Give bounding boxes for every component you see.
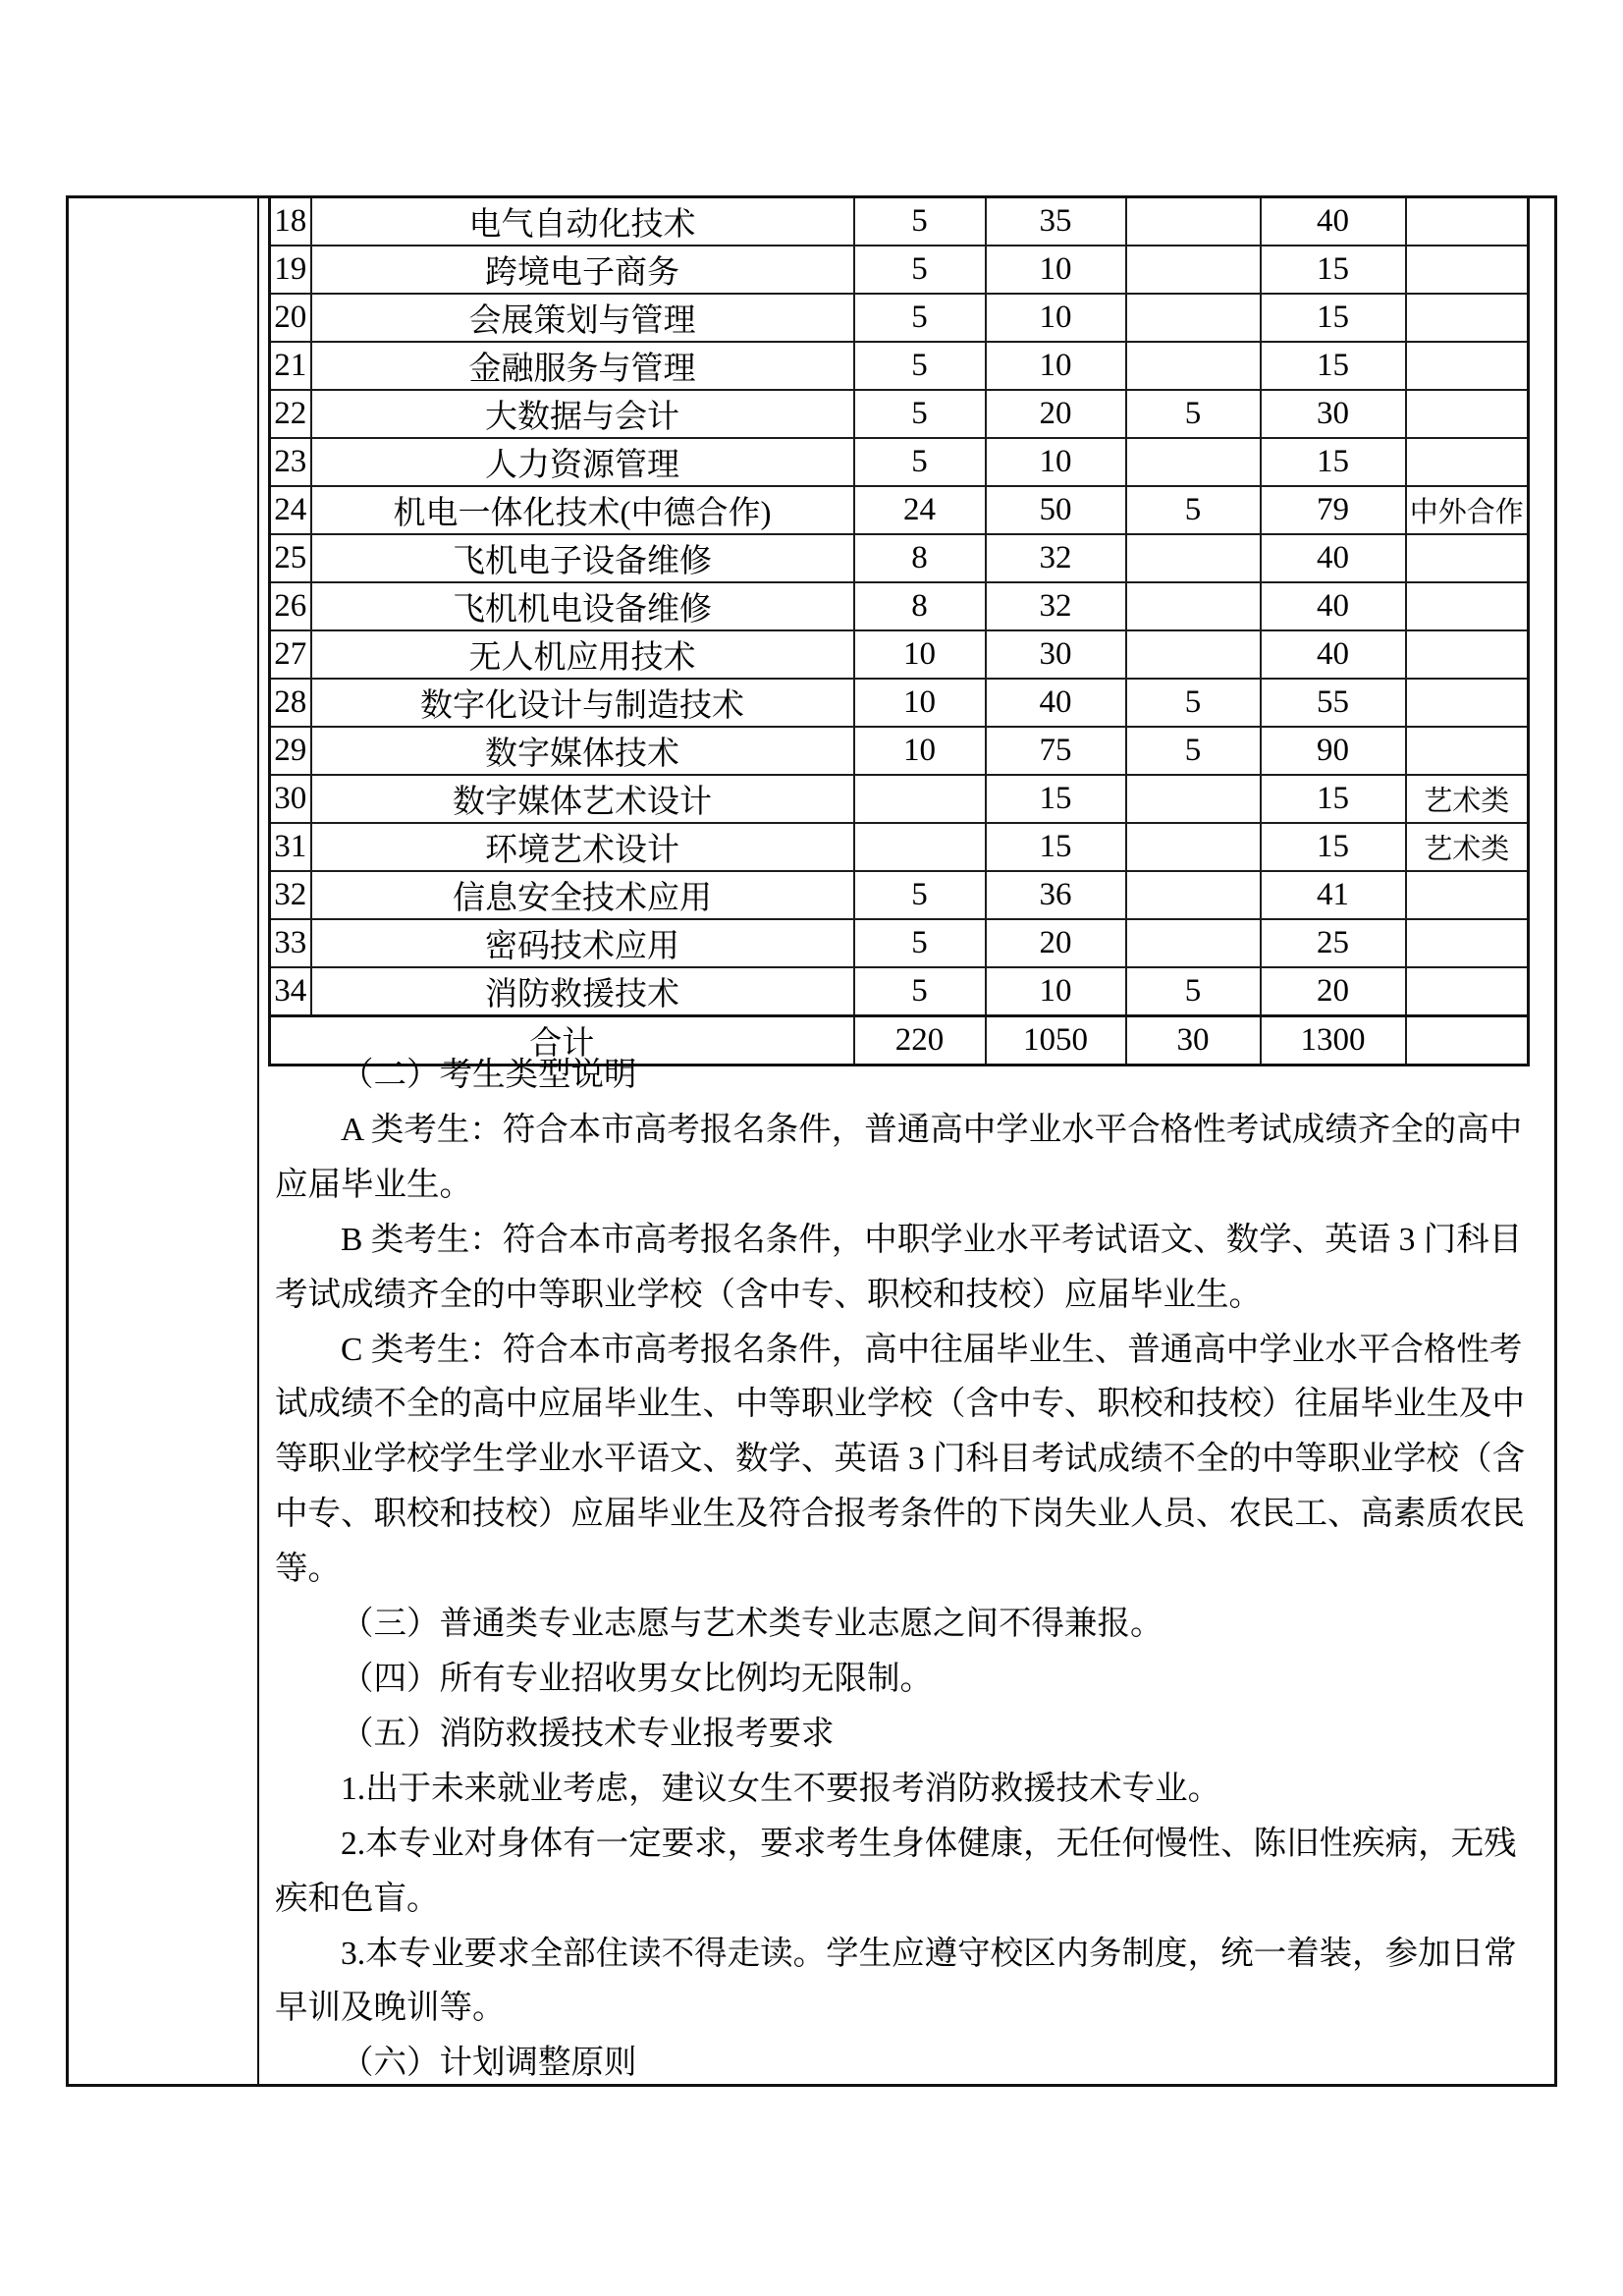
- table-cell: [1126, 775, 1261, 823]
- table-cell: 5: [854, 390, 986, 438]
- table-cell: 无人机应用技术: [311, 630, 854, 679]
- table-cell: 35: [986, 197, 1126, 246]
- table-cell: 5: [854, 342, 986, 390]
- table-row: [270, 582, 1529, 630]
- total-value-cell: 30: [1126, 1016, 1261, 1066]
- text-line: （二）考生类型说明: [341, 1057, 637, 1093]
- text-line: （六）计划调整原则: [341, 2045, 637, 2082]
- table-cell: 10: [986, 294, 1126, 342]
- table-cell: 数字媒体艺术设计: [311, 775, 854, 823]
- text-line: 1.出于未来就业考虑，建议女生不要报考消防救援技术专业。: [341, 1770, 1221, 1807]
- remark-cell: [1406, 582, 1529, 630]
- table-row: [270, 438, 1529, 486]
- table-row: [270, 486, 1529, 534]
- table-cell: 40: [986, 679, 1126, 727]
- table-cell: 5: [854, 246, 986, 294]
- remark-cell: 艺术类: [1406, 775, 1529, 823]
- table-cell: 金融服务与管理: [311, 342, 854, 390]
- table-row: [270, 871, 1529, 919]
- table-cell: 5: [1126, 727, 1261, 775]
- table-cell: [854, 775, 986, 823]
- table-row: [270, 919, 1529, 967]
- table-cell: 8: [854, 582, 986, 630]
- table-cell: 30: [270, 775, 311, 823]
- table-cell: 20: [1261, 967, 1406, 1016]
- table-cell: [1126, 534, 1261, 582]
- table-cell: 26: [270, 582, 311, 630]
- table-cell: 90: [1261, 727, 1406, 775]
- table-cell: 20: [986, 390, 1126, 438]
- table-cell: 机电一体化技术(中德合作): [311, 486, 854, 534]
- table-cell: 5: [854, 871, 986, 919]
- table-cell: 25: [1261, 919, 1406, 967]
- remark-cell: [1406, 390, 1529, 438]
- table-cell: 28: [270, 679, 311, 727]
- table-cell: [1126, 823, 1261, 871]
- notes-text: [275, 1048, 1542, 2091]
- table-row: [270, 197, 1529, 246]
- text-line: （四）所有专业招收男女比例均无限制。: [341, 1660, 933, 1697]
- left-column-divider: [257, 195, 259, 2087]
- table-cell: 密码技术应用: [311, 919, 854, 967]
- table-cell: 55: [1261, 679, 1406, 727]
- table-cell: [1126, 342, 1261, 390]
- table-row: [270, 775, 1529, 823]
- table-cell: 40: [1261, 197, 1406, 246]
- table-cell: 32: [986, 582, 1126, 630]
- table-cell: 40: [1261, 582, 1406, 630]
- remark-cell: [1406, 871, 1529, 919]
- table-cell: 5: [854, 197, 986, 246]
- table-cell: 29: [270, 727, 311, 775]
- table-cell: [1126, 246, 1261, 294]
- table-cell: 10: [854, 630, 986, 679]
- remark-cell: [1406, 967, 1529, 1016]
- table-cell: 75: [986, 727, 1126, 775]
- table-cell: 22: [270, 390, 311, 438]
- table-cell: 5: [854, 294, 986, 342]
- text-line: 试成绩不全的高中应届毕业生、中等职业学校（含中专、职校和技校）往届毕业生及中: [275, 1386, 1525, 1423]
- table-cell: 40: [1261, 630, 1406, 679]
- remark-cell: [1406, 438, 1529, 486]
- total-value-cell: 1050: [986, 1016, 1126, 1066]
- table-cell: 24: [854, 486, 986, 534]
- table-cell: 15: [1261, 775, 1406, 823]
- enrollment-plan-table: [268, 195, 1530, 1066]
- text-line: B 类考生：符合本市高考报名条件，中职学业水平考试语文、数学、英语 3 门科目: [341, 1221, 1523, 1258]
- table-cell: 18: [270, 197, 311, 246]
- remark-cell: [1406, 534, 1529, 582]
- table-row: [270, 534, 1529, 582]
- text-line: 考试成绩齐全的中等职业学校（含中专、职校和技校）应届毕业生。: [275, 1276, 1262, 1313]
- table-cell: 20: [270, 294, 311, 342]
- table-cell: 15: [1261, 294, 1406, 342]
- table-cell: 5: [854, 967, 986, 1016]
- text-line: 疾和色盲。: [275, 1880, 440, 1917]
- text-line: 等。: [275, 1551, 341, 1588]
- table-cell: 5: [1126, 390, 1261, 438]
- table-cell: 10: [986, 246, 1126, 294]
- remark-cell: [1406, 342, 1529, 390]
- table-cell: 5: [1126, 679, 1261, 727]
- table-cell: 50: [986, 486, 1126, 534]
- table-cell: 21: [270, 342, 311, 390]
- table-cell: 27: [270, 630, 311, 679]
- table-cell: [1126, 871, 1261, 919]
- table-cell: 飞机电子设备维修: [311, 534, 854, 582]
- table-cell: 30: [1261, 390, 1406, 438]
- table-cell: 23: [270, 438, 311, 486]
- remark-cell: [1406, 919, 1529, 967]
- table-cell: 数字化设计与制造技术: [311, 679, 854, 727]
- table-cell: 79: [1261, 486, 1406, 534]
- table-cell: 5: [854, 438, 986, 486]
- total-value-cell: 1300: [1261, 1016, 1406, 1066]
- table-cell: [854, 823, 986, 871]
- table-cell: 环境艺术设计: [311, 823, 854, 871]
- table-cell: 41: [1261, 871, 1406, 919]
- table-cell: 40: [1261, 534, 1406, 582]
- text-line: （五）消防救援技术专业报考要求: [341, 1715, 835, 1752]
- table-row: [270, 390, 1529, 438]
- table-cell: 15: [986, 823, 1126, 871]
- table-row: [270, 679, 1529, 727]
- table-row: [270, 342, 1529, 390]
- table-row: [270, 246, 1529, 294]
- table-cell: 32: [270, 871, 311, 919]
- table-row: [270, 967, 1529, 1016]
- remark-cell: [1406, 197, 1529, 246]
- table-cell: 24: [270, 486, 311, 534]
- table-cell: [1126, 438, 1261, 486]
- table-cell: 信息安全技术应用: [311, 871, 854, 919]
- table-cell: 15: [1261, 342, 1406, 390]
- table-cell: 32: [986, 534, 1126, 582]
- table-cell: [1126, 630, 1261, 679]
- text-line: 应届毕业生。: [275, 1166, 472, 1203]
- text-line: C 类考生：符合本市高考报名条件，高中往届毕业生、普通高中学业水平合格性考: [341, 1331, 1523, 1368]
- table-cell: 5: [1126, 486, 1261, 534]
- table-cell: 25: [270, 534, 311, 582]
- table-cell: 15: [1261, 823, 1406, 871]
- table-cell: [1126, 919, 1261, 967]
- text-line: 早训及晚训等。: [275, 1990, 506, 2027]
- table-cell: 人力资源管理: [311, 438, 854, 486]
- table-cell: 大数据与会计: [311, 390, 854, 438]
- table-row: [270, 630, 1529, 679]
- text-line: （三）普通类专业志愿与艺术类专业志愿之间不得兼报。: [341, 1606, 1163, 1643]
- remark-cell: [1406, 246, 1529, 294]
- remark-cell: [1406, 630, 1529, 679]
- table-cell: 20: [986, 919, 1126, 967]
- remark-cell: [1406, 727, 1529, 775]
- table-cell: 10: [854, 679, 986, 727]
- table-cell: 10: [986, 342, 1126, 390]
- total-value-cell: 220: [854, 1016, 986, 1066]
- remark-cell: [1406, 679, 1529, 727]
- table-cell: 5: [1126, 967, 1261, 1016]
- table-cell: 数字媒体技术: [311, 727, 854, 775]
- table-cell: 10: [854, 727, 986, 775]
- table-cell: [1126, 582, 1261, 630]
- table-cell: 飞机机电设备维修: [311, 582, 854, 630]
- table-cell: 19: [270, 246, 311, 294]
- table-cell: 电气自动化技术: [311, 197, 854, 246]
- table-cell: 34: [270, 967, 311, 1016]
- table-cell: 8: [854, 534, 986, 582]
- table-cell: 33: [270, 919, 311, 967]
- table-row: [270, 727, 1529, 775]
- table-cell: 跨境电子商务: [311, 246, 854, 294]
- text-line: 中专、职校和技校）应届毕业生及符合报考条件的下岗失业人员、农民工、高素质农民: [275, 1496, 1525, 1533]
- table-cell: [1126, 294, 1261, 342]
- remark-cell: [1406, 294, 1529, 342]
- total-label-cell: 合计: [270, 1016, 854, 1066]
- text-line: 3.本专业要求全部住读不得走读。学生应遵守校区内务制度，统一着装，参加日常: [341, 1935, 1517, 1972]
- table-cell: 10: [986, 438, 1126, 486]
- remark-cell: 中外合作: [1406, 486, 1529, 534]
- table-cell: 15: [1261, 246, 1406, 294]
- table-cell: 30: [986, 630, 1126, 679]
- table-cell: 31: [270, 823, 311, 871]
- table-cell: 36: [986, 871, 1126, 919]
- remark-cell: 艺术类: [1406, 823, 1529, 871]
- table-cell: 10: [986, 967, 1126, 1016]
- table-cell: 15: [1261, 438, 1406, 486]
- table-cell: 5: [854, 919, 986, 967]
- table-row: [270, 823, 1529, 871]
- table-cell: [1126, 197, 1261, 246]
- text-line: A 类考生：符合本市高考报名条件，普通高中学业水平合格性考试成绩齐全的高中: [341, 1111, 1523, 1148]
- table-cell: 会展策划与管理: [311, 294, 854, 342]
- table-row: [270, 294, 1529, 342]
- table-cell: 消防救援技术: [311, 967, 854, 1016]
- text-line: 2.本专业对身体有一定要求，要求考生身体健康，无任何慢性、陈旧性疾病，无残: [341, 1825, 1517, 1862]
- text-line: 等职业学校学生学业水平语文、数学、英语 3 门科目考试成绩不全的中等职业学校（含: [275, 1441, 1525, 1478]
- table-cell: 15: [986, 775, 1126, 823]
